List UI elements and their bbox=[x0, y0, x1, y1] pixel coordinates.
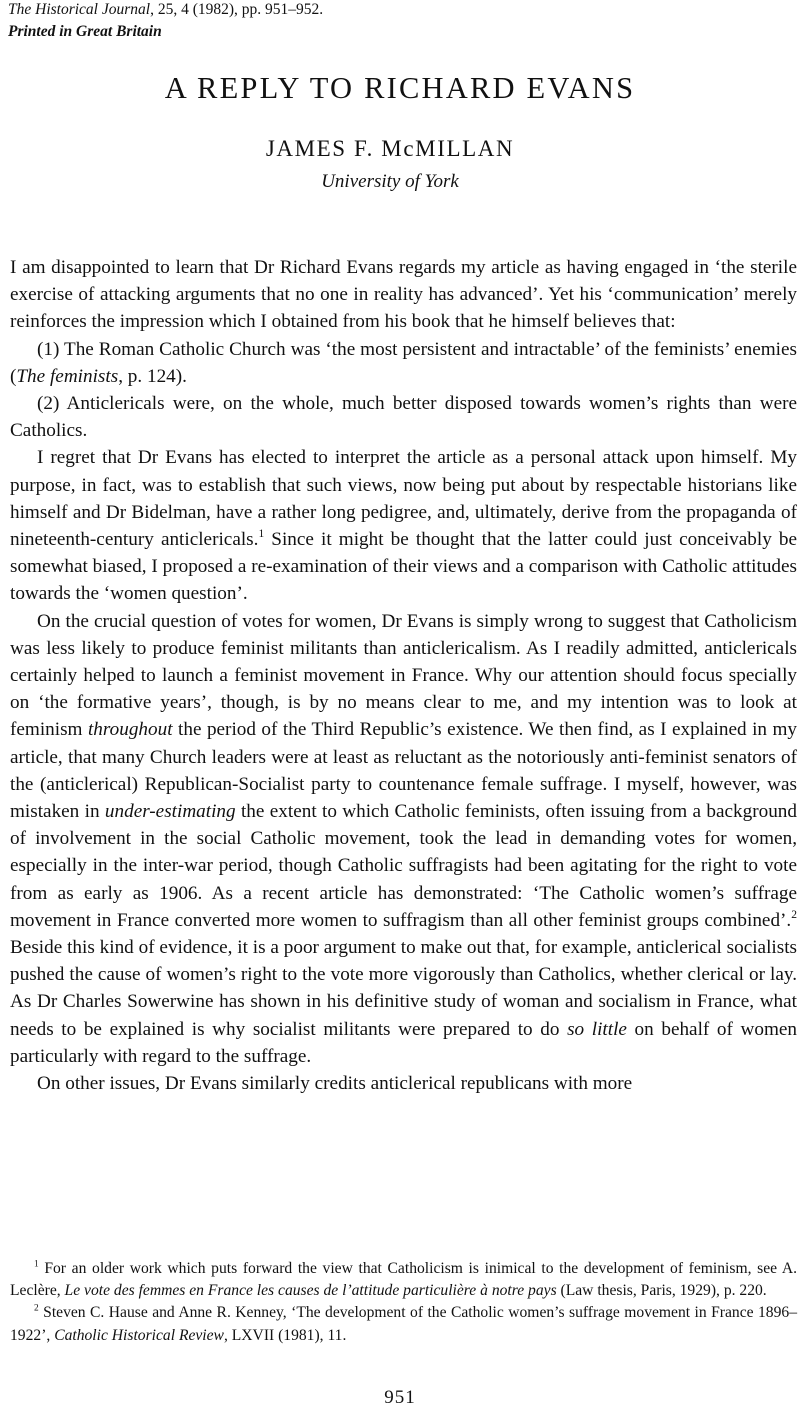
paragraph-5 bbox=[10, 608, 797, 1070]
paragraph-4-text-b: Since it might be thought that the latter could just conceivably be somewhat biased, I proposed a re-examination of their views and a comparison with Catholic attitudes towards the ‘women question’. bbox=[10, 529, 798, 605]
footnote-2-number: 2 bbox=[34, 1303, 39, 1314]
emphasis-throughout: throughout bbox=[87, 719, 173, 741]
article-title: A REPLY TO RICHARD EVANS bbox=[164, 71, 636, 105]
paragraph-6-text: On other issues, Dr Evans similarly credits anticlerical republicans with more bbox=[37, 1073, 633, 1095]
paragraph-3 bbox=[10, 390, 797, 444]
footnote-1-work-title: Le vote des femmes en France les causes de l’attitude particulière à notre pays bbox=[64, 1282, 557, 1300]
paragraph-4 bbox=[10, 444, 797, 607]
paragraph-5-text-d: Beside this kind of evidence, it is a poor argument to make out that, for example, anticlerical socialists pushed the cause of women’s right to the vote more vigorously than Catholics, whether clerical or lay. As Dr Charles Sowerwine has shown in his definitive study of woman and socialism in France, what needs to be explained is why socialist militants were prepared to do bbox=[10, 937, 797, 1040]
footnotes bbox=[10, 1258, 797, 1347]
printed-in-line: Printed in Great Britain bbox=[8, 23, 162, 40]
journal-citation: , 25, 4 (1982), pp. 951–952. bbox=[150, 1, 324, 18]
paragraph-3-text: (2) Anticlericals were, on the whole, much better disposed towards women’s rights than were Catholics. bbox=[10, 393, 797, 442]
emphasis-so-little: so little bbox=[567, 1018, 627, 1040]
author-affiliation: University of York bbox=[321, 171, 459, 192]
footnote-1-text-b: (Law thesis, Paris, 1929), p. 220. bbox=[556, 1282, 767, 1300]
book-citation: The feminists bbox=[16, 365, 119, 387]
footnote-1-number: 1 bbox=[34, 1259, 39, 1270]
paragraph-1 bbox=[10, 254, 797, 336]
footnote-2-journal: Catholic Historical Review bbox=[54, 1326, 224, 1344]
footnote-ref-2: 2 bbox=[791, 908, 797, 921]
paragraph-2-text-a: (1) The Roman Catholic Church was ‘the most persistent and intractable’ of the feminists’ enemies ( bbox=[10, 338, 797, 387]
paragraph-2-text-b: , p. 124). bbox=[118, 365, 187, 387]
paragraph-1-text: I am disappointed to learn that Dr Richard Evans regards my article as having engaged in ‘the sterile exercise of attacking arguments that no one in reality has advanced’. Yet his ‘communication’ merely reinforces the impression which I obtained from his book that he himself believes that: bbox=[10, 257, 797, 333]
paragraph-5-text-e: on behalf of women particularly with regard to the suffrage. bbox=[10, 1018, 797, 1067]
footnote-2-text-b: , LXVII (1981), 11. bbox=[223, 1326, 347, 1344]
journal-name: The Historical Journal bbox=[8, 1, 151, 18]
article-body bbox=[10, 254, 797, 1097]
paragraph-6 bbox=[10, 1070, 797, 1097]
footnote-ref-1: 1 bbox=[258, 527, 265, 540]
page-number: 951 bbox=[384, 1387, 416, 1408]
footnote-1 bbox=[10, 1258, 797, 1302]
paragraph-5-text-a: On the crucial question of votes for women, Dr Evans is simply wrong to suggest that Catholicism was less likely to produce feminist militants than anticlericalism. As I readily admitted, anticlericals certainly helped to launch a feminist movement in France. Why our attention should focus specially on ‘the formative years’, though, is by no means clear to me, and my intention was to look at feminism bbox=[10, 610, 797, 741]
paragraph-2 bbox=[10, 336, 797, 390]
paragraph-5-text-b: the period of the Third Republic’s existence. We then find, as I explained in my article, that many Church leaders were at least as reluctant as the notoriously anti-feminist senators of the (anticlerical) Republican-Socialist party to countenance female suffrage. I myself, however, was mistaken in bbox=[10, 719, 797, 823]
article-author: JAMES F. McMILLAN bbox=[265, 136, 515, 161]
journal-header bbox=[8, 0, 323, 20]
footnote-2 bbox=[10, 1302, 797, 1346]
paragraph-5-text-c: the extent to which Catholic feminists, often issuing from a background of involvement in the social Catholic movement, took the lead in demanding votes for women, especially in the inter-war period, though Catholic suffragists had been agitating for the right to vote from as early as 1906. As a recent article has demonstrated: ‘The Catholic women’s suffrage movement in France converted more women to suffragism than all other feminist groups combined’. bbox=[10, 801, 797, 931]
footnote-2-text-a: Steven C. Hause and Anne R. Kenney, ‘The development of the Catholic women’s suffrage movement in France 1896–1922’, bbox=[10, 1304, 797, 1344]
footnote-1-text-a: For an older work which puts forward the view that Catholicism is inimical to the development of feminism, see A. Leclère, bbox=[10, 1260, 797, 1300]
emphasis-under-estimating: under-estimating bbox=[104, 801, 236, 823]
paragraph-4-text-a: I regret that Dr Evans has elected to interpret the article as a personal attack upon himself. My purpose, in fact, was to establish that such views, now being put about by respectable historians like himself and Dr Bidelman, have a rather long pedigree, and, ultimately, derive from the propaganda of nineteenth-century anticlericals. bbox=[10, 447, 797, 551]
